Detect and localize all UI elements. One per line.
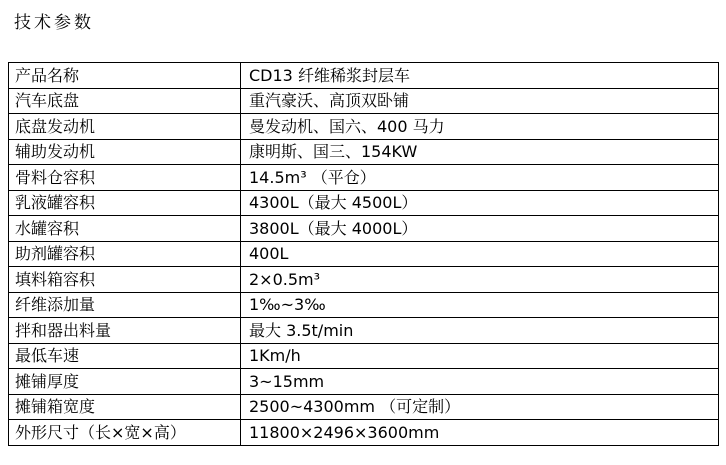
table-row — [9, 165, 719, 191]
table-row — [9, 343, 719, 369]
parameter-label: 辅助发动机 — [9, 139, 241, 165]
parameter-label: 汽车底盘 — [9, 88, 241, 114]
parameter-value: 2500~4300mm （可定制） — [241, 394, 719, 420]
parameter-value: 康明斯、国三、154KW — [241, 139, 719, 165]
parameter-label: 骨料仓容积 — [9, 165, 241, 191]
parameter-value: 11800×2496×3600mm — [241, 420, 719, 446]
page-title: 技术参数 — [14, 13, 94, 33]
table-row — [9, 292, 719, 318]
table-row — [9, 241, 719, 267]
parameter-value: 14.5m³ （平仓） — [241, 165, 719, 191]
parameter-value: 1‰~3‰ — [241, 292, 719, 318]
parameter-label: 摊铺箱宽度 — [9, 394, 241, 420]
parameter-value: 1Km/h — [241, 343, 719, 369]
parameter-value: 400L — [241, 241, 719, 267]
table-row — [9, 420, 719, 446]
parameter-label: 底盘发动机 — [9, 114, 241, 140]
parameter-label: 乳液罐容积 — [9, 190, 241, 216]
parameter-label: 外形尺寸（长×宽×高） — [9, 420, 241, 446]
parameter-value: 曼发动机、国六、400 马力 — [241, 114, 719, 140]
table-row — [9, 190, 719, 216]
parameter-value: CD13 纤维稀浆封层车 — [241, 63, 719, 89]
table-row — [9, 369, 719, 395]
table-row — [9, 139, 719, 165]
parameter-label: 助剂罐容积 — [9, 241, 241, 267]
parameter-value: 2×0.5m³ — [241, 267, 719, 293]
parameters-table-body — [9, 63, 719, 446]
parameter-value: 重汽豪沃、高顶双卧铺 — [241, 88, 719, 114]
parameter-value: 3800L（最大 4000L） — [241, 216, 719, 242]
table-row — [9, 216, 719, 242]
parameter-label: 摊铺厚度 — [9, 369, 241, 395]
parameter-value: 最大 3.5t/min — [241, 318, 719, 344]
parameter-label: 最低车速 — [9, 343, 241, 369]
parameter-label: 水罐容积 — [9, 216, 241, 242]
table-row — [9, 394, 719, 420]
parameter-label: 产品名称 — [9, 63, 241, 89]
table-row — [9, 88, 719, 114]
table-row — [9, 63, 719, 89]
table-row — [9, 318, 719, 344]
parameter-label: 拌和器出料量 — [9, 318, 241, 344]
parameter-label: 纤维添加量 — [9, 292, 241, 318]
parameter-label: 填料箱容积 — [9, 267, 241, 293]
table-row — [9, 114, 719, 140]
table-row — [9, 267, 719, 293]
parameter-value: 3~15mm — [241, 369, 719, 395]
parameter-value: 4300L（最大 4500L） — [241, 190, 719, 216]
parameters-table — [8, 62, 719, 446]
